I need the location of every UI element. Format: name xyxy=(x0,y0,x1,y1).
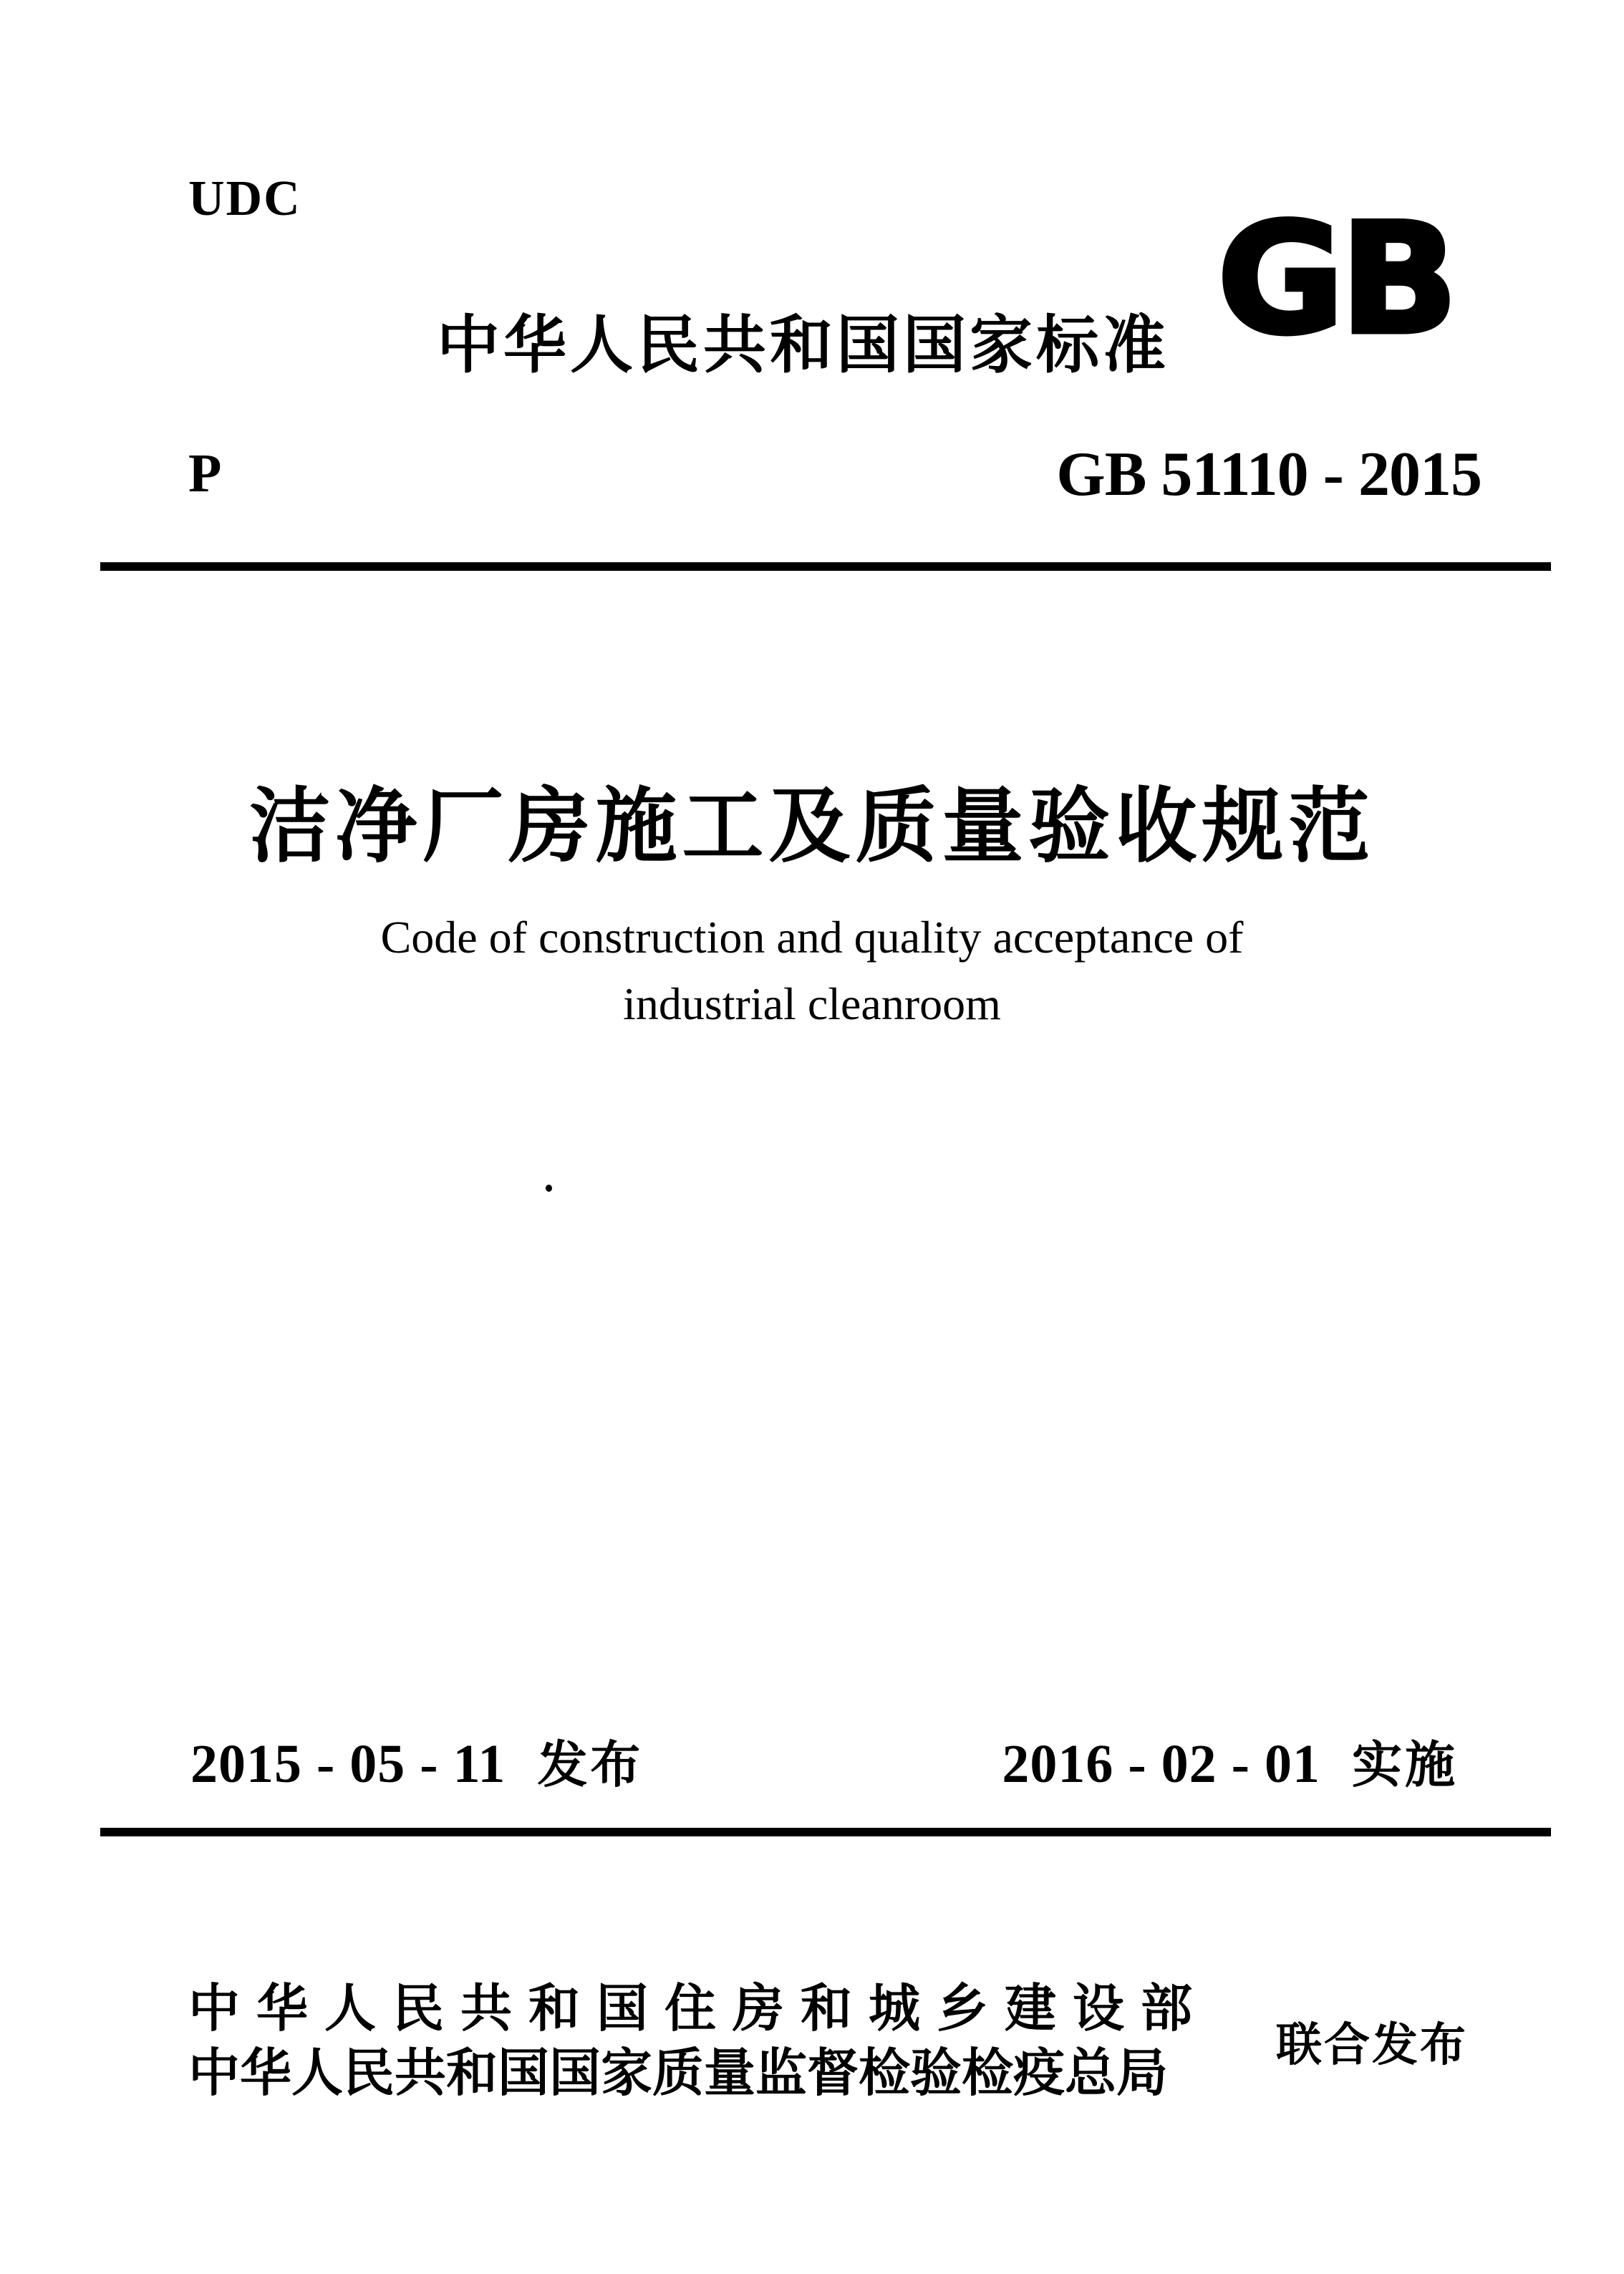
ink-speck xyxy=(546,1185,552,1192)
dates-row xyxy=(190,1725,1458,1797)
standard-number: GB 51110 - 2015 xyxy=(1056,440,1482,509)
implement-label: 实施 xyxy=(1352,1737,1458,1793)
issue-label: 发布 xyxy=(537,1737,644,1793)
document-title-en xyxy=(0,904,1624,1037)
publisher-names xyxy=(188,1977,1209,2106)
top-rule xyxy=(100,562,1551,571)
implement-date: 2016 - 02 - 01 xyxy=(1002,1734,1320,1794)
publisher-line2: 中华人民共和国国家质量监督检验检疫总局 xyxy=(188,2045,1169,2102)
document-title-en-line1: Code of construction and quality acceptance of xyxy=(380,912,1244,963)
issue-date-group xyxy=(190,1725,643,1797)
publisher-line1: 中华人民共和国住房和城乡建设部 xyxy=(188,1980,1209,2038)
publishers-block xyxy=(188,1977,1468,2106)
implement-date-group xyxy=(1002,1725,1458,1797)
gb-logo-text: GB xyxy=(1217,191,1454,367)
classification-code: P xyxy=(188,443,222,504)
udc-label: UDC xyxy=(188,171,301,226)
gb-standard-logo xyxy=(1217,191,1469,367)
joint-publish-label: 联合发布 xyxy=(1276,2019,1468,2071)
bottom-rule xyxy=(100,1828,1551,1836)
issue-date: 2015 - 05 - 11 xyxy=(190,1734,506,1794)
document-title-cn: 洁净厂房施工及质量验收规范 xyxy=(248,781,1376,872)
document-title-en-line2: industrial cleanroom xyxy=(623,978,1001,1029)
national-standard-header: 中华人民共和国国家标准 xyxy=(437,309,1170,380)
